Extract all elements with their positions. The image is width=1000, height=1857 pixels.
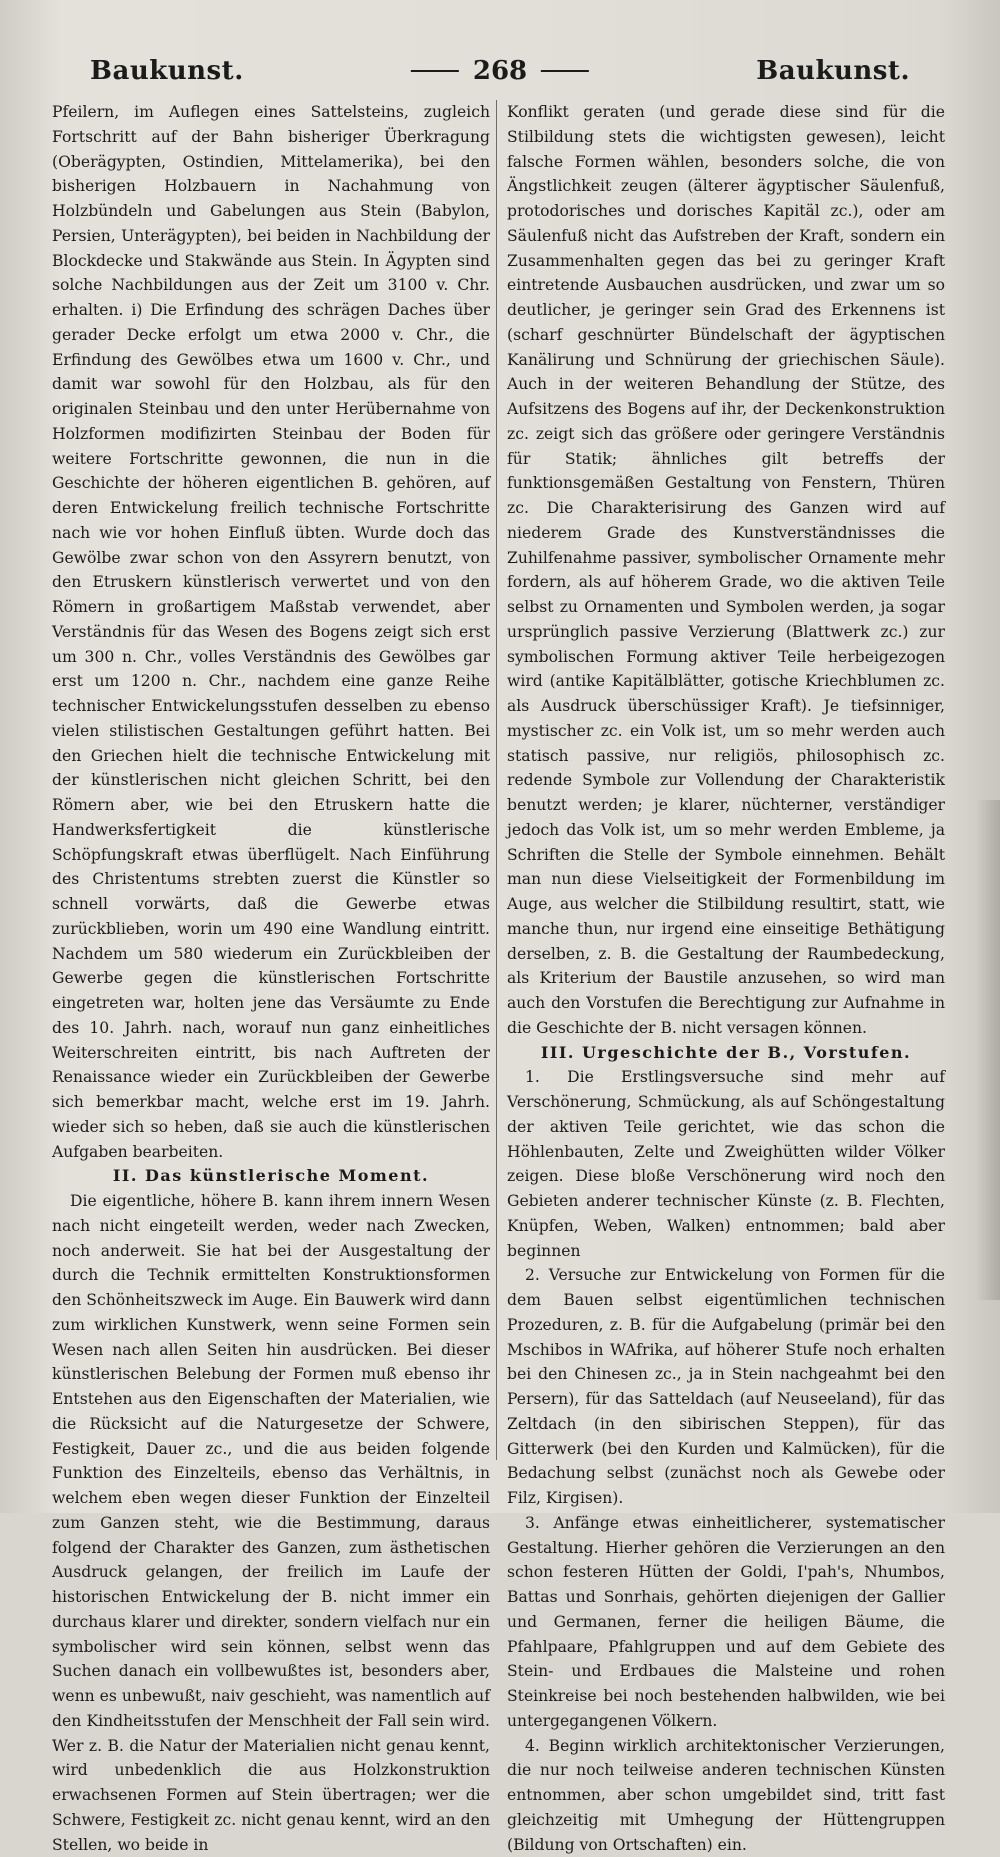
dash-right bbox=[541, 70, 589, 72]
left-text-column bbox=[52, 100, 490, 1460]
paragraph: Die eigentliche, höhere B. kann ihrem innern Wesen nach nicht eingeteilt werden, weder nach Zwecken, noch anderweit. Sie hat bei der Ausgestaltung der durch die Technik ermittelten Konstruktionsformen den Schönheitszweck im Auge. Ein Bauwerk wird dann zum wirklichen Kunstwerk, wenn seine Formen sein Wesen nach allen Seiten hin ausdrücken. Bei dieser künstlerischen Belebung der Formen muß ebenso ihr Entstehen aus den Eigenschaften der Materialien, wie die Rücksicht auf die Naturgesetze der Schwere, Festigkeit, Dauer zc., und die aus beiden folgende Funktion des Einzelteils, ebenso das Verhältnis, in welchem eben wegen dieser Funktion der Einzelteil zum Ganzen steht, wie die Bestimmung, daraus folgend der Charakter des Ganzen, zum ästhetischen Ausdruck gelangen, der freilich im Laufe der historischen Entwickelung der B. nicht immer ein durchaus klarer und direkter, sondern vielfach nur ein symbolischer wird sein können, selbst wenn das Suchen danach ein vollbewußtes ist, besonders aber, wenn es unbewußt, naiv geschieht, was namentlich auf den Kindheitsstufen der Menschheit der Fall sein wird. Wer z. B. die Natur der Materialien nicht genau kennt, wird unbedenklich die aus Holzkonstruktion erwachsenen Formen auf Stein übertragen; wer die Schwere, Festigkeit zc. nicht genau kennt, wird an den Stellen, wo beide in bbox=[52, 1189, 490, 1857]
paragraph: 4. Beginn wirklich architektonischer Verzierungen, die nur noch teilweise anderen technischen Künsten entnommen, aber schon umgebildet sind, tritt fast gleichzeitig mit Umhegung der Hüttengruppen (Bildung von Ortschaften) ein. bbox=[507, 1734, 945, 1857]
page-header bbox=[90, 56, 910, 96]
page-edge-shadow bbox=[976, 800, 1000, 1300]
paragraph: 2. Versuche zur Entwickelung von Formen für die dem Bauen selbst eigentümlichen technischen Prozeduren, z. B. für die Aufgabelung (primär bei den Mschibos in WAfrika, auf höherer Stufe noch erhalten bei den Chinesen zc., ja in Stein nachgeahmt bei den Persern), für das Satteldach (auf Neuseeland), für das Zeltdach (in den sibirischen Steppen), für das Gitterwerk (bei den Kurden und Kalmücken), für die Bedachung selbst (zunächst noch als Gewebe oder Filz, Kirgisen). bbox=[507, 1263, 945, 1511]
right-text-column bbox=[507, 100, 945, 1460]
dash-left bbox=[411, 70, 459, 72]
section-heading: III. Urgeschichte der B., Vorstufen. bbox=[507, 1041, 945, 1066]
paragraph: 1. Die Erstlingsversuche sind mehr auf Verschönerung, Schmückung, als auf Schöngestaltung der aktiven Teile gerichtet, wie das schon die Höhlenbauten, Zelte und Zweighütten wilder Völker zeigen. Diese bloße Verschönerung wird noch den Gebieten anderer technischer Künste (z. B. Flechten, Knüpfen, Weben, Walken) entnommen; bald aber beginnen bbox=[507, 1065, 945, 1263]
running-head-left: Baukunst. bbox=[90, 56, 244, 86]
paragraph: 3. Anfänge etwas einheitlicherer, systematischer Gestaltung. Hierher gehören die Verzierungen an den schon festeren Hütten der Goldi, I'pah's, Nhumbos, Battas und Sonrhais, gehörten diejenigen der Gallier und Germanen, ferner die heiligen Bäume, die Pfahlpaare, Pfahlgruppen und auf dem Gebiete des Stein- und Erdbaues die Malsteine und rohen Steinkreise bei noch bestehenden halbwilden, wie bei untergegangenen Völkern. bbox=[507, 1511, 945, 1734]
page-number-block bbox=[411, 56, 589, 86]
column-divider bbox=[496, 100, 497, 1460]
page-number: 268 bbox=[473, 56, 527, 86]
paragraph: Konflikt geraten (und gerade diese sind für die Stilbildung stets die wichtigsten gewesen), leicht falsche Formen wählen, besonders solche, die von Ängstlichkeit zeugen (älterer ägyptischer Säulenfuß, protodorisches und dorisches Kapitäl zc.), oder am Säulenfuß nicht das Aufstreben der Kraft, sondern ein Zusammenhalten gegen das bei zu geringer Kraft eintretende Ausbauchen ausdrücken, und zwar um so deutlicher, je geringer sein Grad des Erkennens ist (scharf geschnürter Bündelschaft der ägyptischen Kanälirung und Schnürung der griechischen Säule). Auch in der weiteren Behandlung der Stütze, des Aufsitzens des Bogens auf ihr, der Deckenkonstruktion zc. zeigt sich das größere oder geringere Verständnis für Statik; ähnliches gilt betreffs der funktionsgemäßen Gestaltung von Fenstern, Thüren zc. Die Charakterisirung des Ganzen wird auf niederem Grade des Kunstverständnisses die Zuhilfenahme passiver, symbolischer Ornamente mehr fordern, als auf höherem Grade, wo die aktiven Teile selbst zu Ornamenten und Symbolen werden, ja sogar ursprünglich passive Verzierung (Blattwerk zc.) zur symbolischen Formung aktiver Teile herbeigezogen wird (antike Kapitälblätter, gotische Kriechblumen zc. als Ausdruck überschüssiger Kraft). Je tiefsinniger, mystischer zc. ein Volk ist, um so mehr werden auch statisch passive, nur religiös, philosophisch zc. redende Symbole zur Vollendung der Charakteristik benutzt werden; je klarer, nüchterner, verständiger jedoch das Volk ist, um so mehr werden Embleme, ja Schriften die Stelle der Symbole einnehmen. Behält man nun diese Vielseitigkeit der Formenbildung im Auge, aus welcher die Stilbildung resultirt, statt, wie manche thun, nur irgend eine einseitige Bethätigung derselben, z. B. die Gestaltung der Raumbedeckung, als Kriterium der Baustile anzusehen, so wird man auch den Vorstufen die Berechtigung zur Aufnahme in die Geschichte der B. nicht versagen können. bbox=[507, 100, 945, 1041]
section-heading: II. Das künstlerische Moment. bbox=[52, 1164, 490, 1189]
running-head-right: Baukunst. bbox=[756, 56, 910, 86]
paragraph: Pfeilern, im Auflegen eines Sattelsteins, zugleich Fortschritt auf der Bahn bisheriger Überkragung (Oberägypten, Ostindien, Mittelamerika), bei den bisherigen Holzbauern in Nachahmung von Holzbündeln und Gabelungen aus Stein (Babylon, Persien, Unterägypten), bei beiden in Nachbildung der Blockdecke und Stakwände aus Stein. In Ägypten sind solche Nachbildungen aus der Zeit um 3100 v. Chr. erhalten. i) Die Erfindung des schrägen Daches über gerader Decke erfolgt um etwa 2000 v. Chr., die Erfindung des Gewölbes etwa um 1600 v. Chr., und damit war sowohl für den Holzbau, als für den originalen Steinbau und den unter Herübernahme von Holzformen modifizirten Steinbau der Boden für weitere Fortschritte gewonnen, die nun in die Geschichte der höheren eigentlichen B. gehören, auf deren Entwickelung freilich technische Fortschritte nach wie vor hohen Einfluß übten. Wurde doch das Gewölbe zwar schon von den Assyrern benutzt, von den Etruskern künstlerisch verwertet und von den Römern in großartigem Maßstab verwendet, aber Verständnis für das Wesen des Bogens zeigt sich erst um 300 n. Chr., volles Verständnis des Gewölbes gar erst um 1200 n. Chr., nachdem eine ganze Reihe technischer Entwickelungsstufen desselben zu ebenso vielen stilistischen Gestaltungen geführt hatten. Bei den Griechen hielt die technische Entwickelung mit der künstlerischen nicht gleichen Schritt, bei den Römern aber, wie bei den Etruskern hatte die Handwerksfertigkeit die künstlerische Schöpfungskraft etwas überflügelt. Nach Einführung des Christentums strebten zuerst die Künstler so schnell vorwärts, daß die Gewerbe etwas zurückblieben, worin um 490 eine Wandlung eintritt. Nachdem um 580 wiederum ein Zurückbleiben der Gewerbe gegen die künstlerischen Fortschritte eingetreten war, holten jene das Versäumte zu Ende des 10. Jahrh. nach, worauf nun ganz einheitliches Weiterschreiten eintritt, bis nach Auftreten der Renaissance wieder ein Zurückbleiben der Gewerbe sich bemerkbar macht, welche erst im 19. Jahrh. wieder sich so heben, daß sie auch die künstlerischen Aufgaben bearbeiten. bbox=[52, 100, 490, 1164]
